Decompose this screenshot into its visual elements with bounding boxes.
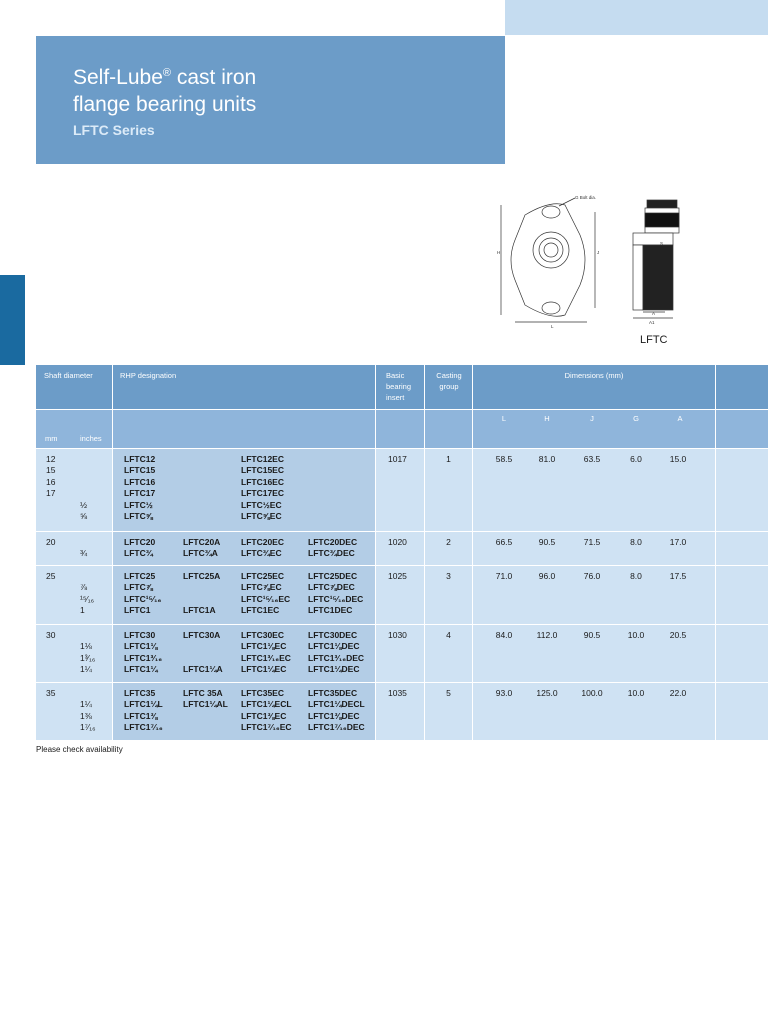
drawing-label: LFTC xyxy=(640,334,668,346)
table-cell-dim-g: 10.0 xyxy=(627,630,645,640)
table-cell-des1: LFTC16 xyxy=(124,476,156,487)
table-cell-mm xyxy=(46,664,55,675)
table-cell-inches: ¹⁵⁄₁₆ xyxy=(80,593,95,604)
table-col-inches xyxy=(80,630,95,676)
table-cell-des4: LFTC35DEC xyxy=(308,688,358,698)
table-cell-des3: LFTC1¼ECL xyxy=(241,699,292,710)
table-col-des1 xyxy=(124,537,155,560)
header-blank xyxy=(716,365,768,409)
table-cell-mm xyxy=(46,722,55,733)
table-cell-inches xyxy=(80,630,95,641)
header-basic-bearing-insert: Basic bearing insert xyxy=(376,365,424,409)
table-cell-des1: LFTC1⅛ xyxy=(124,641,158,652)
table-cell-des1: LFTC1⁷⁄₁₆ xyxy=(124,722,163,733)
table-col-des4 xyxy=(308,630,364,676)
table-row-blank-cell xyxy=(716,566,768,624)
table-cell-casting: 2 xyxy=(446,537,451,547)
table-cell-des4: LFTC1³⁄₁₆DEC xyxy=(308,652,365,663)
table-cell-des1: LFTC¹⁵⁄₁₆ xyxy=(124,593,162,604)
table-cell-des4: LFTC1DEC xyxy=(308,605,353,616)
table-cell-des1: LFTC25 xyxy=(124,571,156,581)
table-cell-dim-j: 90.5 xyxy=(583,630,601,640)
table-cell-inches xyxy=(80,465,87,476)
table-cell-dim-h: 125.0 xyxy=(536,688,558,698)
table-cell-inches: ¾ xyxy=(80,548,88,559)
table-cell-des2: LFTC30A xyxy=(183,630,221,640)
table-cell-inches xyxy=(80,477,87,488)
table-cell-des3: LFTC¾EC xyxy=(241,548,282,559)
table-cell-des1: LFTC1¼ xyxy=(124,664,158,675)
table-cell-dim-g: 8.0 xyxy=(630,537,642,547)
table-cell-des4: LFTC1¼DEC xyxy=(308,664,360,675)
table-row-blank-cell xyxy=(716,683,768,740)
table-col-inches xyxy=(80,537,87,560)
table-cell-inches: 1³⁄₁₆ xyxy=(80,652,96,663)
table-cell-des1: LFTC⅞ xyxy=(124,582,153,593)
table-cell-mm: 15 xyxy=(46,465,56,476)
header-rhp-designation: RHP designation xyxy=(113,365,375,409)
table-cell-des3: LFTC20EC xyxy=(241,537,284,547)
table-cell-mm: 30 xyxy=(46,630,56,640)
table-cell-inches xyxy=(80,454,87,465)
table-cell-dim-h: 90.5 xyxy=(538,537,556,547)
table-cell-des3: LFTC16EC xyxy=(241,476,284,487)
table-cell-des4: LFTC1¼DECL xyxy=(308,699,365,710)
table-cell-dim-h: 96.0 xyxy=(538,571,556,581)
table-cell-inches: ½ xyxy=(80,499,88,510)
table-cell-des3: LFTC30EC xyxy=(241,630,284,640)
table-cell-des2: LFTC1A xyxy=(183,605,216,616)
table-col-des1 xyxy=(124,630,162,676)
table-col-des2 xyxy=(183,688,228,734)
table-cell-casting: 1 xyxy=(446,454,451,464)
dim-letter-a1: A1 xyxy=(649,320,655,325)
table-cell-insert: 1020 xyxy=(388,537,407,547)
table-col-inches xyxy=(80,571,94,617)
table-cell-des3: LFTC15EC xyxy=(241,465,284,476)
table-cell-casting: 4 xyxy=(446,630,451,640)
table-cell-des2: LFTC¾A xyxy=(183,548,218,559)
table-cell-des1: LFTC1 xyxy=(124,605,151,616)
table-cell-des1: LFTC35 xyxy=(124,688,156,698)
table-row-blank-cell xyxy=(716,625,768,682)
table-cell-dim-h: 81.0 xyxy=(538,454,556,464)
table-cell-insert: 1035 xyxy=(388,688,407,698)
table-cell-des4: LFTC20DEC xyxy=(308,537,358,547)
table-col-des3 xyxy=(241,537,284,560)
table-cell-mm: 25 xyxy=(46,571,56,581)
bearing-technical-drawing xyxy=(495,190,695,330)
table-cell-des4: LFTC1⁷⁄₁₆DEC xyxy=(308,722,365,733)
table-cell-inches: 1⁷⁄₁₆ xyxy=(80,722,96,733)
table-cell-des4: LFTC30DEC xyxy=(308,630,358,640)
table-cell-des1: LFTC⅝ xyxy=(124,510,153,521)
table-cell-dim-j: 100.0 xyxy=(581,688,603,698)
header-dimensions: Dimensions (mm) xyxy=(473,365,715,409)
table-row-blank-cell xyxy=(716,532,768,565)
header-units: mm inches xyxy=(36,410,112,448)
table-cell-des2 xyxy=(183,641,223,652)
table-col-des2 xyxy=(183,630,223,676)
table-cell-mm: 17 xyxy=(46,488,56,499)
table-col-des3 xyxy=(241,688,292,734)
table-cell-mm xyxy=(46,699,55,710)
table-cell-mm: 20 xyxy=(46,537,56,547)
table-col-mm xyxy=(46,537,55,560)
dim-letter-h: H xyxy=(497,250,501,255)
table-cell-des3: LFTC1⅜EC xyxy=(241,710,287,721)
table-cell-des3: LFTC12EC xyxy=(241,454,284,464)
table-cell-des1: LFTC1³⁄₁₆ xyxy=(124,652,163,663)
section-tab-marker xyxy=(0,275,25,365)
table-cell-dim-l: 84.0 xyxy=(495,630,513,640)
series-subtitle: LFTC Series xyxy=(73,122,155,138)
table-cell-mm xyxy=(46,548,55,559)
table-cell-des3: LFTC½EC xyxy=(241,499,282,510)
table-col-des1 xyxy=(124,571,161,617)
table-cell-dim-l: 93.0 xyxy=(495,688,513,698)
table-cell-des2: LFTC1¼A xyxy=(183,664,223,675)
table-cell-dim-a: 17.0 xyxy=(669,537,687,547)
table-cell-des4: LFTC⅞DEC xyxy=(308,582,355,593)
table-cell-dim-l: 66.5 xyxy=(495,537,513,547)
table-col-des2 xyxy=(183,571,220,617)
table-cell-mm xyxy=(46,653,55,664)
table-cell-insert: 1025 xyxy=(388,571,407,581)
table-cell-des2 xyxy=(183,711,228,722)
table-cell-inches: ⅝ xyxy=(80,510,88,521)
table-cell-des4: LFTC¹⁵⁄₁₆DEC xyxy=(308,593,364,604)
table-cell-casting: 5 xyxy=(446,688,451,698)
table-cell-mm: 16 xyxy=(46,476,56,487)
table-col-des4 xyxy=(308,537,357,560)
table-cell-dim-l: 71.0 xyxy=(495,571,513,581)
table-cell-des3: LFTC25EC xyxy=(241,571,284,581)
table-cell-dim-a: 22.0 xyxy=(669,688,687,698)
table-cell-inches xyxy=(80,688,96,699)
table-col-des2 xyxy=(183,537,220,560)
table-cell-des1: LFTC20 xyxy=(124,537,156,547)
table-cell-des4: LFTC1⅜DEC xyxy=(308,710,360,721)
table-cell-mm: 35 xyxy=(46,688,56,698)
table-col-inches xyxy=(80,688,96,734)
table-cell-dim-j: 71.5 xyxy=(583,537,601,547)
table-cell-des1: LFTC12 xyxy=(124,454,156,464)
table-cell-des3: LFTC1³⁄₁₆EC xyxy=(241,652,291,663)
table-cell-inches xyxy=(80,488,87,499)
table-cell-des1: LFTC¾ xyxy=(124,548,153,559)
table-cell-des3: LFTC17EC xyxy=(241,488,284,499)
header-shaft-diameter: Shaft diameter xyxy=(36,365,112,409)
table-cell-des3: LFTC⅞EC xyxy=(241,582,282,593)
table-cell-dim-a: 17.5 xyxy=(669,571,687,581)
table-cell-dim-g: 8.0 xyxy=(630,571,642,581)
table-cell-des1: LFTC30 xyxy=(124,630,156,640)
table-cell-des1: LFTC15 xyxy=(124,465,156,476)
dim-letter-s: S xyxy=(660,241,664,246)
table-cell-des1: LFTC½ xyxy=(124,499,153,510)
table-cell-des3: LFTC1EC xyxy=(241,605,280,616)
table-cell-dim-h: 112.0 xyxy=(536,630,558,640)
table-col-des1 xyxy=(124,454,155,522)
table-cell-mm xyxy=(46,641,55,652)
table-cell-dim-g: 6.0 xyxy=(630,454,642,464)
table-col-mm xyxy=(46,688,55,734)
table-cell-dim-g: 10.0 xyxy=(627,688,645,698)
table-cell-des1: LFTC1¼L xyxy=(124,699,163,710)
header-casting-group: Casting group xyxy=(425,365,472,409)
table-cell-inches: 1⅜ xyxy=(80,710,92,721)
table-cell-dim-a: 20.5 xyxy=(669,630,687,640)
table-cell-des3: LFTC1⁷⁄₁₆EC xyxy=(241,722,292,733)
table-cell-des4: LFTC1⅛DEC xyxy=(308,641,360,652)
table-cell-des2: LFTC20A xyxy=(183,537,221,547)
table-cell-inches: ⅞ xyxy=(80,582,88,593)
page-title: Self-Lube® cast iron flange bearing units xyxy=(73,66,257,116)
table-cell-des4: LFTC¾DEC xyxy=(308,548,355,559)
footnote: Please check availability xyxy=(36,745,123,754)
table-cell-insert: 1030 xyxy=(388,630,407,640)
table-cell-des2 xyxy=(183,582,220,593)
table-col-mm xyxy=(46,454,55,522)
table-cell-des2 xyxy=(183,594,220,605)
table-cell-des1: LFTC17 xyxy=(124,488,156,499)
table-cell-des4: LFTC25DEC xyxy=(308,571,358,581)
table-col-des3 xyxy=(241,630,291,676)
table-cell-inches: 1¼ xyxy=(80,664,92,675)
table-cell-inches: 1 xyxy=(80,605,85,616)
table-col-des4 xyxy=(308,688,365,734)
table-cell-mm xyxy=(46,605,55,616)
table-cell-dim-l: 58.5 xyxy=(495,454,513,464)
table-cell-des3: LFTC1⅛EC xyxy=(241,641,287,652)
table-cell-dim-j: 63.5 xyxy=(583,454,601,464)
table-col-mm xyxy=(46,630,55,676)
table-cell-mm xyxy=(46,711,55,722)
table-cell-mm: 12 xyxy=(46,454,56,464)
table-col-des4 xyxy=(308,571,363,617)
table-col-des3 xyxy=(241,454,284,522)
table-cell-des2 xyxy=(183,653,223,664)
table-cell-mm xyxy=(46,582,55,593)
table-cell-inches: 1¼ xyxy=(80,699,92,710)
table-cell-des1: LFTC1⅜ xyxy=(124,710,158,721)
table-cell-inches xyxy=(80,537,87,548)
table-cell-dim-a: 15.0 xyxy=(669,454,687,464)
table-col-des1 xyxy=(124,688,163,734)
table-cell-inches: 1⅛ xyxy=(80,641,92,652)
table-cell-des3: LFTC1¼EC xyxy=(241,664,287,675)
dim-letter-l: L xyxy=(551,324,554,329)
header-dim-letters: L H J G A xyxy=(473,410,715,448)
table-cell-des2: LFTC25A xyxy=(183,571,221,581)
table-cell-insert: 1017 xyxy=(388,454,407,464)
dim-letter-j: J xyxy=(597,250,600,255)
table-cell-dim-j: 76.0 xyxy=(583,571,601,581)
table-row-blank-cell xyxy=(716,449,768,531)
table-cell-des2 xyxy=(183,722,228,733)
table-cell-des2: LFTC 35A xyxy=(183,688,223,698)
table-cell-casting: 3 xyxy=(446,571,451,581)
table-cell-inches xyxy=(80,571,94,582)
table-cell-des2: LFTC1¼AL xyxy=(183,699,228,710)
table-col-inches xyxy=(80,454,87,522)
table-col-mm xyxy=(46,571,55,617)
dim-letter-a: A xyxy=(652,311,656,316)
table-cell-des3: LFTC¹⁵⁄₁₆EC xyxy=(241,593,291,604)
table-col-des3 xyxy=(241,571,290,617)
title-banner xyxy=(36,36,505,164)
top-color-strip xyxy=(505,0,768,35)
table-cell-mm xyxy=(46,511,55,522)
table-cell-des3: LFTC⅝EC xyxy=(241,510,282,521)
table-cell-mm xyxy=(46,500,55,511)
table-cell-des3: LFTC35EC xyxy=(241,688,284,698)
drawing-annotation-bolt: G Bolt dia. xyxy=(575,195,597,200)
table-cell-mm xyxy=(46,594,55,605)
